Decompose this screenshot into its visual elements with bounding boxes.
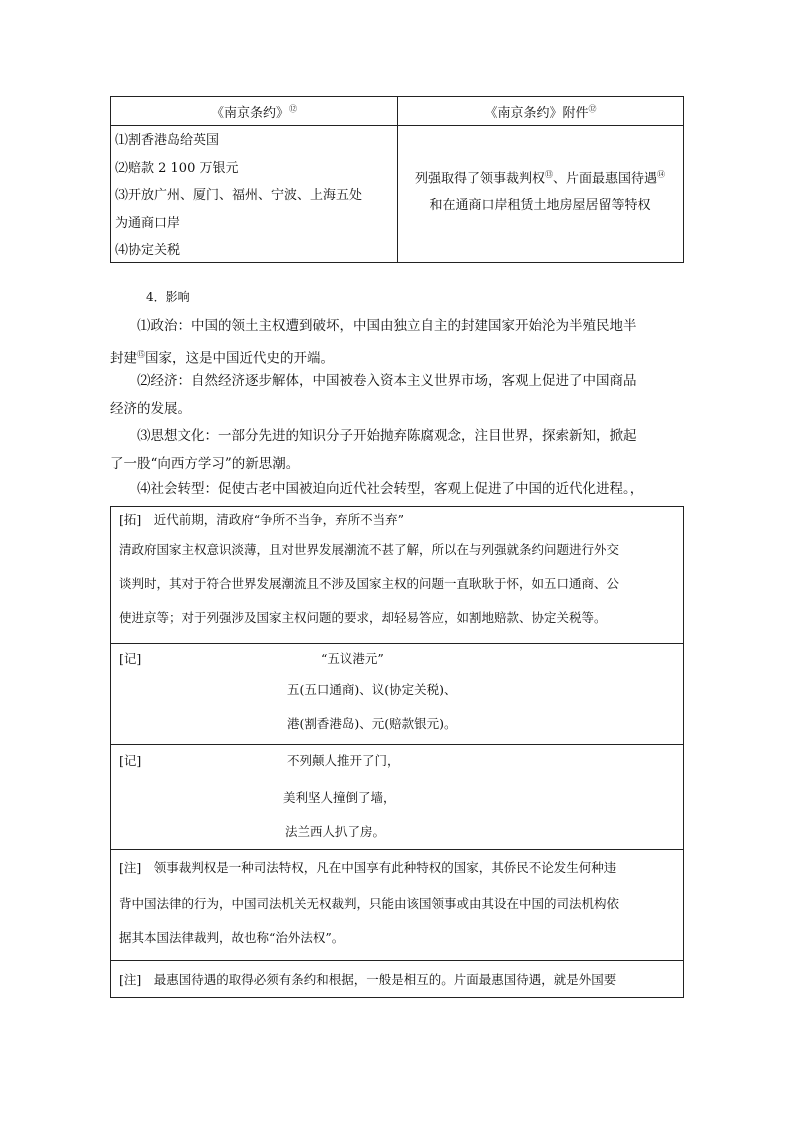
note-box-consular <box>110 849 684 961</box>
section-heading: 4．影响 <box>146 290 190 304</box>
box-line: 清政府国家主权意识淡薄，且对世界发展潮流不甚了解，所以在与列强就条约问题进行外交 <box>119 542 620 557</box>
treaty-term: 为通商口岸 <box>115 215 181 231</box>
box-line: 不列颠人推开了门， <box>287 753 400 768</box>
box-line: 据其本国法律裁判，故也称“治外法权”。 <box>119 930 345 945</box>
treaty-table <box>110 96 684 263</box>
box-title: “五议港元” <box>321 651 384 666</box>
treaty-terms-cell <box>115 127 393 265</box>
note-box-mfn <box>110 960 684 998</box>
note-box-expand <box>110 506 684 644</box>
paragraph-culture: ⑶思想文化：一部分先进的知识分子开始抛弃陈腐观念，注目世界，探索新知，掀起 了一股“向西方学习”的新思潮。 <box>110 428 637 472</box>
paragraph-economy: ⑵经济：自然经济逐步解体，中国被卷入资本主义世界市场，客观上促进了中国商品 经济的发展。 <box>110 373 637 417</box>
box-tag: [记] <box>119 753 142 768</box>
treaty-term: ⑶开放广州、厦门、福州、宁波、上海五处 <box>115 188 363 203</box>
footnote-mark: ⑬ <box>545 170 553 179</box>
header-nanjing-treaty: 《南京条约》⑫ <box>210 104 297 121</box>
footnote-mark: ⑫ <box>289 104 297 114</box>
treaty-term: ⑴割香港岛给英国 <box>115 133 220 148</box>
box-line: 谈判时，其对于符合世界发展潮流且不涉及国家主权的问题一直耿耿于怀，如五口通商、公 <box>119 576 620 591</box>
note-box-mnemonic-1 <box>110 643 684 745</box>
box-line: [注] 最惠国待遇的取得必须有条约和根据，一般是相互的。片面最惠国待遇，就是外国要 <box>119 972 617 987</box>
box-line: 五(五口通商)、议(协定关税)、 <box>287 682 457 697</box>
table-divider <box>397 97 398 262</box>
box-line: 港(割香港岛)、元(赔款银元)。 <box>287 716 457 731</box>
footnote-mark: ⑮ <box>137 349 145 359</box>
annex-terms-cell: 列强取得了领事裁判权⑬、片面最惠国待遇⑭ 和在通商口岸租赁土地房屋居留等特权 <box>414 170 666 214</box>
paragraph-society: ⑷社会转型：促使古老中国被迫向近代社会转型，客观上促进了中国的近代化进程。， <box>137 481 644 497</box>
box-tag: [记] <box>119 651 142 666</box>
treaty-term: ⑷协定关税 <box>115 243 181 258</box>
header-treaty-annex: 《南京条约》附件⑫ <box>484 104 597 121</box>
footnote-mark: ⑫ <box>588 104 597 114</box>
box-line: [注] 领事裁判权是一种司法特权，凡在中国享有此种特权的国家，其侨民不论发生何种违 <box>119 860 617 875</box>
treaty-term: ⑵赔款 2 100 万银元 <box>115 160 239 176</box>
box-line: 背中国法律的行为，中国司法机关无权裁判，只能由该国领事或由其设在中国的司法机构依 <box>119 896 620 911</box>
box-line: 使进京等；对于列强涉及国家主权问题的要求，却轻易答应，如割地赔款、协定关税等。 <box>119 610 607 625</box>
paragraph-politics: ⑴政治：中国的领土主权遭到破坏，中国由独立自主的封建国家开始沦为半殖民地半 封建⑮国家，这是中国近代史的开端。 <box>110 318 637 366</box>
note-box-mnemonic-2 <box>110 744 684 850</box>
box-line: 美利坚人撞倒了墙， <box>283 790 396 805</box>
box-line: 法兰西人扒了房。 <box>285 824 386 839</box>
box-title: [拓] 近代前期，清政府“争所不当争，弃所不当弃” <box>119 512 405 527</box>
footnote-mark: ⑭ <box>657 170 666 179</box>
